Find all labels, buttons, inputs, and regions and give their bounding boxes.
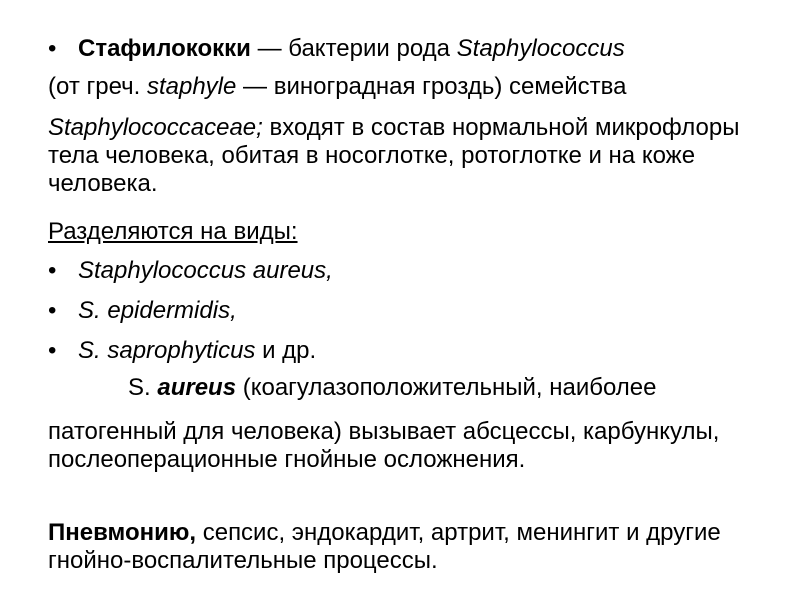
origin-line xyxy=(48,73,626,101)
staphylococci-term: Стафилококки xyxy=(78,35,251,62)
species-heading: Разделяются на виды: xyxy=(48,218,298,245)
intro-text: — бактерии рода xyxy=(250,35,457,62)
family-text: входят в состав нормальной микрофлоры тела человека, обитая в носоглотке, ротоглотке и на коже человека. xyxy=(48,114,740,197)
bullet-marker: • xyxy=(48,297,57,324)
species-name: S. epidermidis, xyxy=(78,297,237,324)
greek-word: staphyle xyxy=(146,73,237,100)
diseases-text: сепсис, эндокардит, артрит, менингит и другие гнойно-воспалительные процессы. xyxy=(48,519,721,574)
aureus-text: (коагулазоположительный, наиболее xyxy=(236,374,657,401)
aureus-abbrev: S. xyxy=(128,374,158,401)
bullet-marker: • xyxy=(48,257,57,284)
aureus-name: aureus xyxy=(157,374,237,401)
family-name: Staphylococcaceae; xyxy=(48,114,263,141)
genus-name: Staphylococcus xyxy=(456,35,625,62)
species-item xyxy=(48,257,333,285)
species-item xyxy=(48,297,237,325)
species-name: Staphylococcus aureus, xyxy=(78,257,333,284)
bullet-marker: • xyxy=(48,337,57,364)
aureus-line xyxy=(128,374,657,402)
pathogen-paragraph: патогенный для человека) вызывает абсцессы, карбункулы, послеоперационные гнойные осложнения. xyxy=(48,418,720,473)
bullet-marker: • xyxy=(48,35,57,62)
diseases-paragraph xyxy=(48,519,748,575)
pneumonia-term: Пневмонию, xyxy=(48,519,197,546)
origin-suffix: — виноградная гроздь) семейства xyxy=(236,73,627,100)
family-paragraph xyxy=(48,114,748,198)
origin-prefix: (от греч. xyxy=(48,73,147,100)
species-name: S. saprophyticus xyxy=(78,337,256,364)
species-item xyxy=(48,337,316,365)
intro-bullet-line xyxy=(48,35,625,63)
species-suffix: и др. xyxy=(255,337,317,364)
